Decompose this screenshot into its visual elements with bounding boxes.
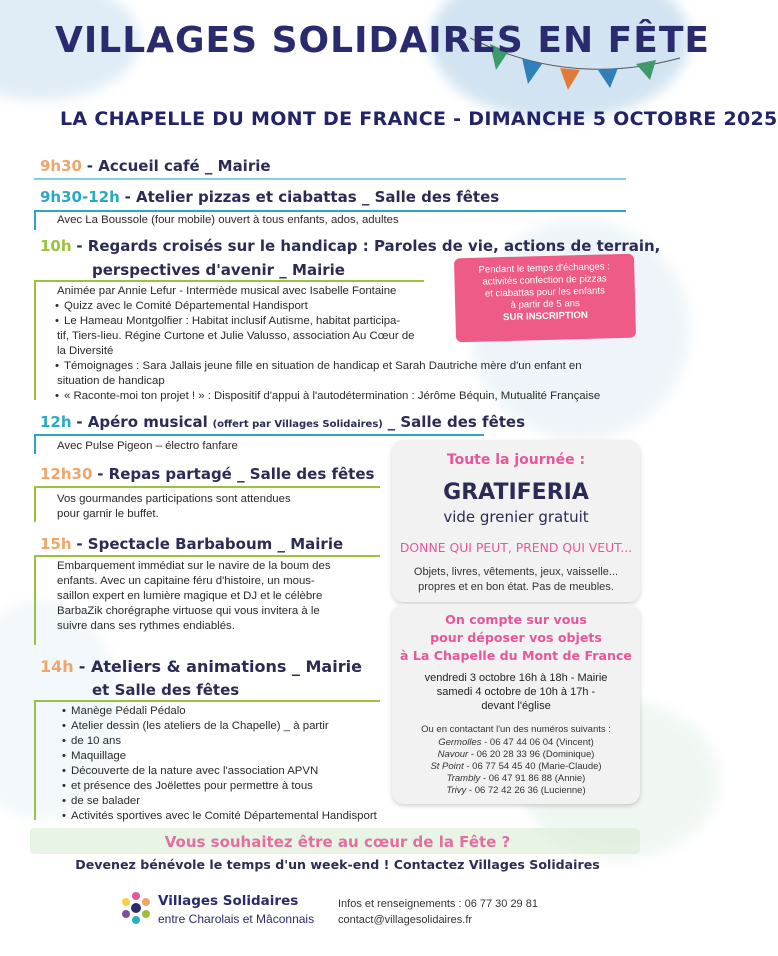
- deposit-panel: On compte sur vous pour déposer vos objets à La Chapelle du Mont de France vendredi 3 octobre 16h à 18h - Mairie samedi 4 octobre de 10h à 17h - devant l'église Ou en contactant l'un des numéros suivants : Germolles - 06 47 44 06 04 (Vincent) Navour - 06 20 28 33 96 (Dominique) St Point - 06 77 54 45 40 (Marie-Claude) Trambly - 06 47 91 86 88 (Annie) Trivy - 06 72 42 26 36 (Lucienne): [392, 604, 640, 804]
- event-title-line2: et Salle des fêtes: [92, 681, 240, 699]
- gratiferia-panel: Toute la journée : GRATIFERIA vide grenier gratuit DONNE QUI PEUT, PREND QUI VEUT... Objets, livres, vêtements, jeux, vaisselle... propres et en bon état. Pas de meubles.: [392, 440, 640, 602]
- org-subtitle: entre Charolais et Mâconnais: [158, 912, 315, 926]
- event-title: - Ateliers & animations _ Mairie: [78, 657, 362, 676]
- event-title: - Apéro musical: [76, 413, 208, 431]
- time-label: 12h: [40, 413, 72, 431]
- list-item: • Activités sportives avec le Comité Départemental Handisport: [62, 809, 392, 824]
- schedule-item-pizzas: [40, 188, 499, 206]
- list-item: • Découverte de la nature avec l'association APVN: [62, 764, 392, 779]
- divider: [34, 210, 36, 230]
- list-item: • « Raconte-moi ton projet ! » : Dispositif d'appui à l'autodétermination : Jérôme Béquin, Mutualité Française: [55, 389, 637, 404]
- list-item: • Atelier dessin (les ateliers de la Chapelle) _ à partir: [62, 719, 392, 734]
- event-description: Avec La Boussole (four mobile) ouvert à tous enfants, ados, adultes: [57, 214, 399, 226]
- divider: [34, 210, 626, 212]
- event-title: - Regards croisés sur le handicap : Paroles de vie, actions de terrain,: [76, 237, 661, 255]
- volunteer-heading: Vous souhaitez être au cœur de la Fête ?: [164, 833, 511, 851]
- divider: [34, 555, 36, 645]
- time-label: 9h30: [40, 157, 82, 175]
- gratiferia-subtitle: vide grenier gratuit: [443, 508, 589, 526]
- poster-subtitle: LA CHAPELLE DU MONT DE FRANCE - DIMANCHE 5 OCTOBRE 2025: [60, 108, 778, 130]
- time-label: 15h: [40, 535, 72, 553]
- event-details: Embarquement immédiat sur le navire de la boum des enfants. Avec un capitaine féru d'histoire, un mous- saillon expert en lumière magique et DJ et le célèbre BarbaZik chorégraphe virtuose qui vous invitera à le suivre dans ses rythmes endiablés.: [57, 560, 331, 632]
- schedule-item-accueil: [40, 157, 271, 175]
- event-description: Avec Pulse Pigeon – électro fanfare: [57, 440, 238, 452]
- divider: [34, 700, 36, 820]
- poster-title: VILLAGES SOLIDAIRES EN FÊTE: [55, 20, 710, 61]
- allday-label: Toute la journée :: [446, 452, 586, 468]
- org-name: Villages Solidaires: [158, 893, 299, 909]
- divider: [34, 280, 36, 400]
- event-title: - Repas partagé _ Salle des fêtes: [97, 465, 375, 483]
- list-item: Navour - 06 20 28 33 96 (Dominique): [437, 749, 595, 760]
- event-note: (offert par Villages Solidaires): [212, 419, 383, 430]
- volunteer-text: Devenez bénévole le temps d'un week-end ! Contactez Villages Solidaires: [75, 857, 600, 872]
- list-item: • de 10 ans: [62, 734, 392, 749]
- contact-email[interactable]: contact@villagesolidaires.fr: [338, 914, 473, 926]
- villages-solidaires-logo-icon: [118, 890, 154, 926]
- event-location: _ Salle des fêtes: [387, 413, 526, 431]
- list-item: • Témoignages : Sara Jallais jeune fille en situation de handicap et Sarah Dautriche mère d'un enfant en: [55, 359, 637, 374]
- list-item: • de se balader: [62, 794, 392, 809]
- list-item: • Maquillage: [62, 749, 392, 764]
- info-phone: Infos et renseignements : 06 77 30 29 81: [338, 898, 538, 910]
- divider: [34, 178, 626, 180]
- divider: [34, 280, 424, 282]
- time-label: 12h30: [40, 465, 93, 483]
- schedule-item-handicap: [40, 237, 660, 255]
- event-description: Vos gourmandes participations sont attendues pour garnir le buffet.: [57, 493, 291, 520]
- schedule-item-repas: [40, 465, 374, 483]
- list-item: • Le Hameau Montgolfier : Habitat inclusif Autisme, habitat participa-: [55, 314, 637, 329]
- event-title: - Accueil café _ Mairie: [86, 157, 271, 175]
- gratiferia-title: GRATIFERIA: [443, 480, 589, 505]
- list-item: Trambly - 06 47 91 86 88 (Annie): [446, 773, 586, 784]
- schedule-item-apero: [40, 413, 525, 431]
- time-label: 14h: [40, 657, 74, 676]
- contact-list: [392, 737, 640, 797]
- list-item: Trivy - 06 72 42 26 36 (Lucienne): [446, 785, 586, 796]
- divider: [34, 434, 484, 436]
- list-item: • Manège Pédali Pédalo: [62, 704, 392, 719]
- event-details: Animée par Annie Lefur - Intermède musical avec Isabelle Fontaine • Quizz avec le Comité Départemental Handisport • Le Hameau Montgolfier : Habitat inclusif Autisme, habitat participa- tif, Tiers-lieu. Régine Curtone et Julie Valusso, association Au Cœur de la Diversité • Témoignages : Sara Jallais jeune fille en situation de handicap et Sarah Dautriche mère d'un enfant en situation de handicap • « Raconte-moi ton projet ! » : Dispositif d'appui à l'autodétermination : Jérôme Béquin, Mutualité Française: [57, 284, 637, 404]
- divider: [34, 486, 36, 522]
- schedule-item-ateliers: [40, 657, 362, 676]
- activities-list: [62, 704, 392, 824]
- time-label: 10h: [40, 237, 72, 255]
- schedule-item-spectacle: [40, 535, 343, 553]
- divider: [34, 486, 380, 488]
- list-item: Germolles - 06 47 44 06 04 (Vincent): [438, 737, 594, 748]
- event-title-line2: perspectives d'avenir _ Mairie: [92, 261, 345, 279]
- workshop-note: Pendant le temps d'échanges : activités confection de pizzas et ciabattas pour les enfants à partir de 5 ans SUR INSCRIPTION: [454, 254, 636, 343]
- list-item: • Quizz avec le Comité Départemental Handisport: [55, 299, 637, 314]
- divider: [34, 434, 36, 454]
- divider: [34, 555, 380, 557]
- list-item: St Point - 06 77 54 45 40 (Marie-Claude): [430, 761, 602, 772]
- list-item: • et présence des Joëlettes pour permettre à tous: [62, 779, 392, 794]
- gratiferia-slogan: DONNE QUI PEUT, PREND QUI VEUT...: [399, 540, 633, 555]
- time-label: 9h30-12h: [40, 188, 120, 206]
- divider: [34, 700, 380, 702]
- event-title: - Atelier pizzas et ciabattas _ Salle des fêtes: [124, 188, 500, 206]
- event-title: - Spectacle Barbaboum _ Mairie: [76, 535, 344, 553]
